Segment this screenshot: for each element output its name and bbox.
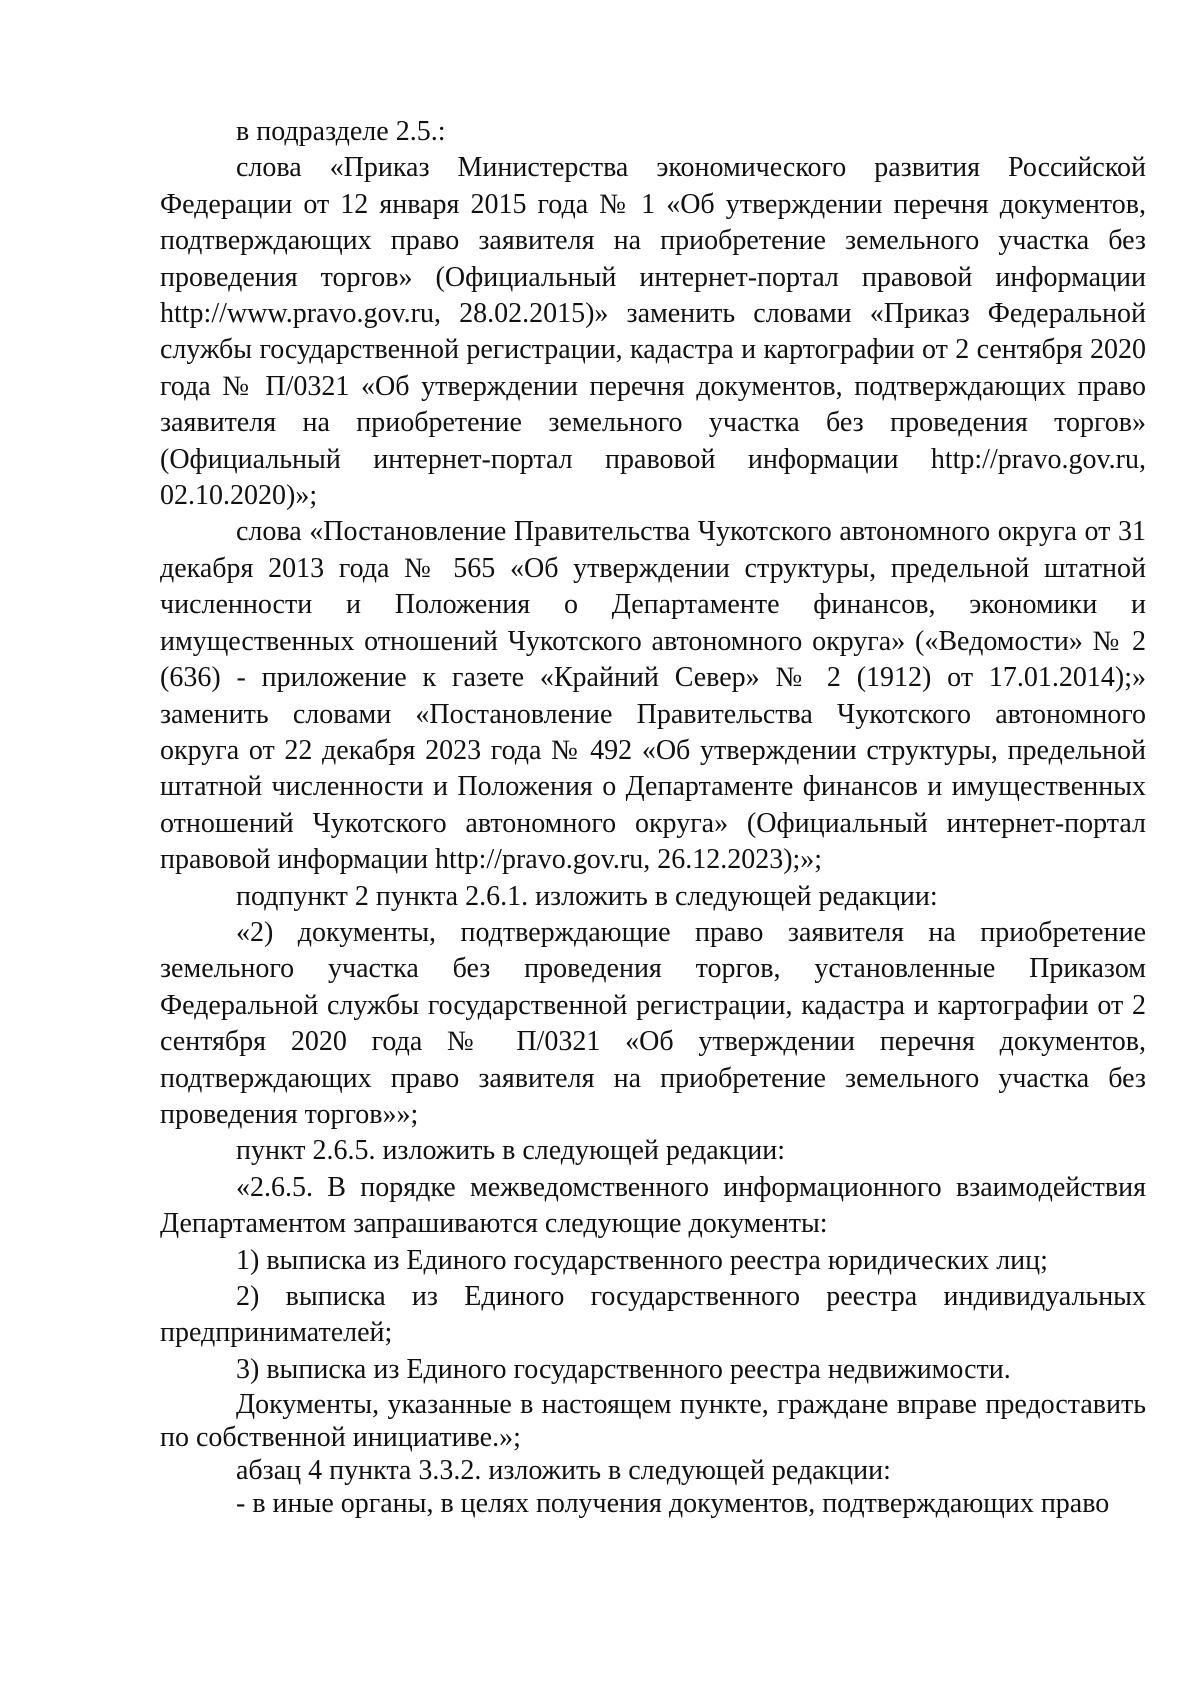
paragraph-order-replacement: слова «Приказ Министерства экономического развития Российской Федерации от 12 января 2015 года № 1 «Об утверждении перечня документов, подтверждающих право заявителя на приобретение земельного участка без проведения торгов» (Официальный интернет-портал правовой информации http://www.pravo.gov.ru, 28.02.2015)» заменить словами «Приказ Федеральной службы государственной регистрации, кадастра и картографии от 2 сентября 2020 года № П/0321 «Об утверждении перечня документов, подтверждающих право заявителя на приобретение земельного участка без проведения торгов» (Официальный интернет-портал правовой информации http://pravo.gov.ru, 02.10.2020)»; bbox=[160, 152, 1146, 512]
list-item-legal-entities: 1) выписка из Единого государственного реестра юридических лиц; bbox=[236, 1244, 1048, 1276]
paragraph-subpoint-text: «2) документы, подтверждающие право заявителя на приобретение земельного участка без проведения торгов, установленные Приказом Федеральной службы государственной регистрации, кадастра и картографии от 2 сентября 2020 года № П/0321 «Об утверждении перечня документов, подтверждающих право заявителя на приобретение земельного участка без проведения торгов»»; bbox=[160, 916, 1146, 1130]
paragraph-subpoint-intro: подпункт 2 пункта 2.6.1. изложить в следующей редакции: bbox=[236, 880, 938, 912]
document-body bbox=[160, 114, 1146, 1520]
paragraph-citizens-right: Документы, указанные в настоящем пункте, граждане вправе предоставить по собственной инициативе.»; bbox=[160, 1389, 1146, 1454]
paragraph-point-intro: пункт 2.6.5. изложить в следующей редакции: bbox=[236, 1135, 785, 1167]
paragraph-resolution-replacement: слова «Постановление Правительства Чукотского автономного округа от 31 декабря 2013 года № 565 «Об утверждении структуры, предельной штатной численности и Положения о Департаменте финансов, экономики и имущественных отношений Чукотского автономного округа» («Ведомости» № 2 (636) - приложение к газете «Крайний Север» № 2 (1912) от 17.01.2014);» заменить словами «Постановление Правительства Чукотского автономного округа от 22 декабря 2023 года № 492 «Об утверждении структуры, предельной штатной численности и Положения о Департаменте финансов и имущественных отношений Чукотского автономного округа» (Официальный интернет-портал правовой информации http://pravo.gov.ru, 26.12.2023);»; bbox=[160, 516, 1146, 876]
paragraph-other-bodies: - в иные органы, в целях получения документов, подтверждающих право bbox=[236, 1488, 1110, 1520]
list-item-entrepreneurs: 2) выписка из Единого государственного реестра индивидуальных предпринимателей; bbox=[160, 1281, 1146, 1349]
paragraph-subsection-intro: в подразделе 2.5.: bbox=[236, 116, 446, 147]
paragraph-abzac-intro: абзац 4 пункта 3.3.2. изложить в следующей редакции: bbox=[236, 1455, 891, 1487]
paragraph-point-text: «2.6.5. В порядке межведомственного информационного взаимодействия Департаментом запрашиваются следующие документы: bbox=[160, 1171, 1146, 1240]
list-item-real-estate: 3) выписка из Единого государственного реестра недвижимости. bbox=[236, 1353, 1011, 1385]
